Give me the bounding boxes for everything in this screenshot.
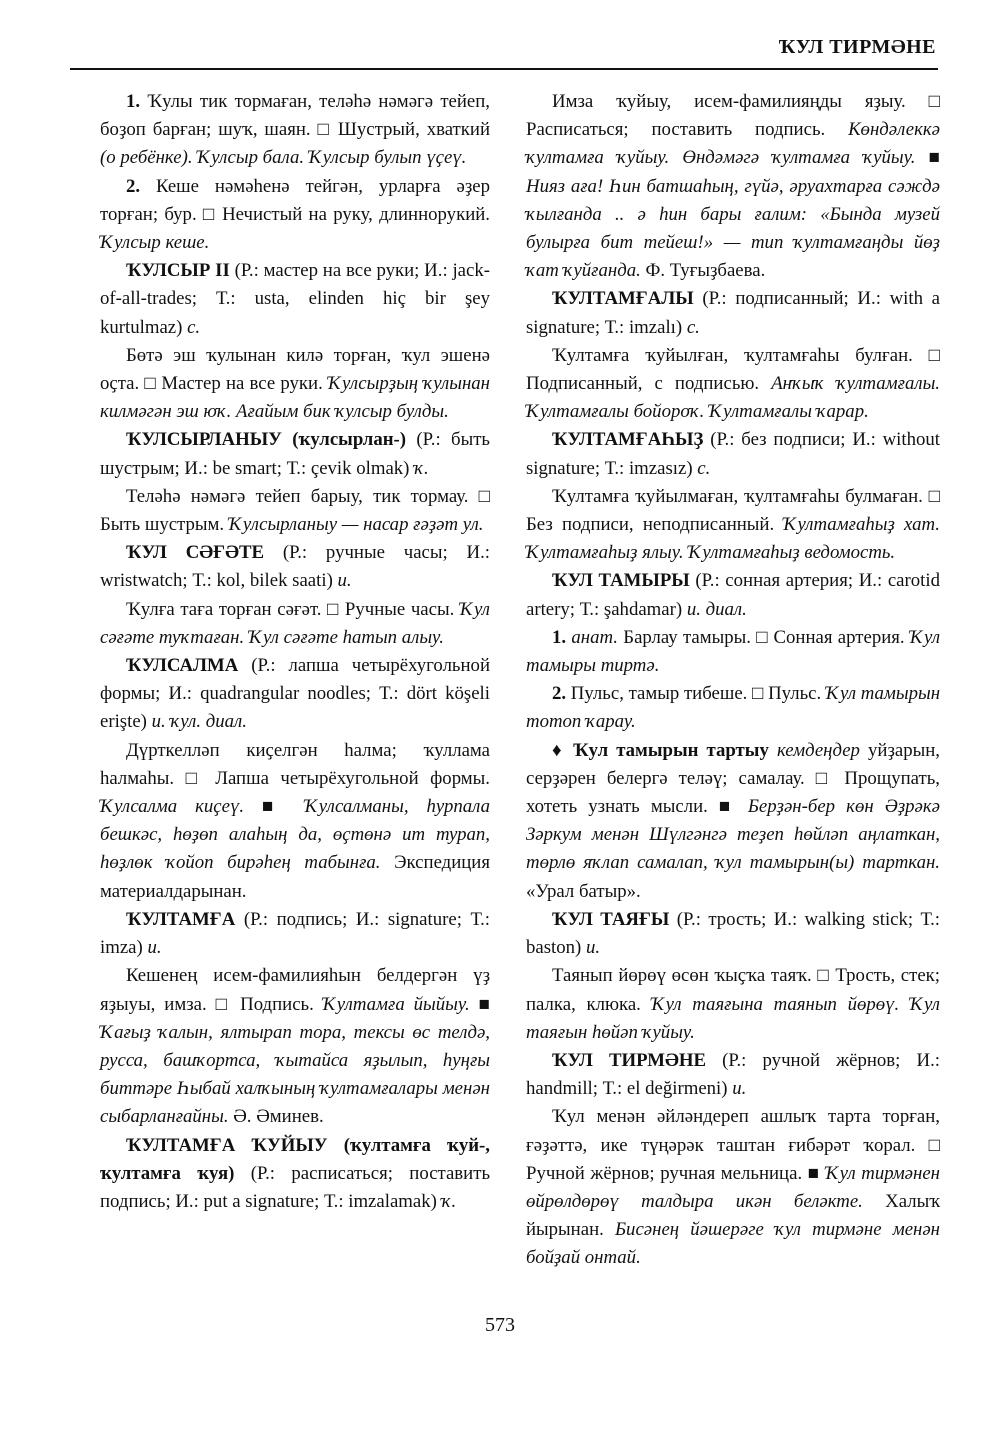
italic-text: Ҡағыҙ ҡалын, ялтырап тора, тексы өс телдә, русса, башҡортса, ҡытайса яҙылып, һуңғы биттәре Һыбай халҡының ҡултамғалары менән сыбарланғайны. [100, 1021, 490, 1128]
entry-paragraph [526, 680, 940, 736]
entry-paragraph [526, 567, 940, 623]
entry-text: Пульс, тамыр тибеше. □ Пульс. [570, 683, 826, 705]
italic-text: кемдеңдер [776, 739, 860, 761]
italic-text: Ҡулсырланыу — насар ғәҙәт ул. [228, 514, 484, 536]
entry-paragraph [100, 342, 490, 427]
entry-text: Ә. Әминев. [228, 1106, 324, 1128]
entry-paragraph [100, 737, 490, 906]
entry-paragraph [100, 88, 490, 173]
entry-text: (Р.: лапша четырёхугольной формы; И.: quadrangular noodles; Т.: dört köşeli erişte) [100, 655, 490, 733]
italic-text: Бисәнең йәшерәге ҡул тирмәне менән бойҙай онтай. [526, 1219, 940, 1269]
entry-text: (Р.: сонная артерия; И.: carotid artery; Т.: şahdamar) [526, 570, 940, 620]
entry-text: Дүрткелләп киҫелгән һалма; ҡуллама һалмаһы. □ Лапша четырёхугольной формы. [100, 739, 490, 789]
entry-paragraph [100, 652, 490, 737]
italic-text: Ҡул тамыры тиртә. [526, 626, 941, 677]
headword: ҠУЛ СӘҒӘТЕ [126, 542, 265, 564]
entry-text: (Р.: без подписи; И.: without signature; Т.: imzasız) [526, 429, 940, 479]
page-number: 573 [485, 1314, 515, 1336]
entry-text: Ф. Туғыҙбаева. [640, 260, 766, 282]
italic-text: и. диал. [686, 598, 747, 620]
headword: ҠУЛТАМҒА [126, 908, 236, 930]
italic-text: Көндәлеккә ҡултамға ҡуйыу. Өндәмәгә ҡултамға ҡуйыу. [526, 119, 940, 169]
entry-text: Кеше нәмәһенә тейгән, урларға әҙер торған; бур. □ Нечистый на руку, длиннорукий. [100, 175, 491, 225]
entry-paragraph [526, 483, 940, 568]
italic-text: с. [187, 316, 201, 338]
entry-text: (Р.: подписанный; И.: with a signature; Т.: imzalı) [526, 288, 940, 338]
entry-text: Теләһә нәмәгә тейеп барыу, тик тормау. □ Быть шустрым. [100, 485, 490, 536]
italic-text: с. [686, 316, 700, 338]
italic-text: Ҡулсырҙың ҡулынан килмәгән эш юҡ. Ағайым бик ҡулсыр булды. [100, 373, 490, 423]
italic-text: ҡ. [414, 457, 429, 479]
entry-paragraph [100, 596, 490, 652]
italic-text: Ҡул таяғына таянып йөрөү. Ҡул таяғын һөйәп ҡуйыу. [526, 993, 940, 1043]
entry-text: «Урал батыр». [526, 880, 641, 902]
italic-text: Нияз аға! Һин батшаһың, гүйә, әруахтарға сәждә ҡылғанда .. ә һин бары ғалим: «Бында музей булырға бит тейеш!» — тип ҡултамғаңды йөҙ ҡат ҡуйғанда. [526, 175, 940, 282]
headword: ҠУЛТАМҒАҺЫҘ [552, 429, 704, 451]
entry-text: (Р.: ручные часы; И.: wristwatch; Т.: kol, bilek saati) [100, 542, 491, 592]
italic-text: с. [697, 457, 711, 479]
entry-text: (Р.: быть шустрым; И.: be smart; Т.: çevik olmak) [100, 429, 490, 479]
italic-text: анат. [571, 626, 618, 648]
entry-paragraph [100, 483, 490, 539]
entry-paragraph [100, 426, 490, 482]
entry-paragraph [100, 257, 490, 342]
entry-text: Ҡултамға ҡуйылған, ҡултамғаһы булған. □ Подписанный, с подписью. [526, 344, 940, 395]
italic-text: ҡ. [441, 1190, 457, 1212]
entry-text: (Р.: мастер на все руки; И.: jack-of-all-trades; Т.: usta, elinden hiç bir şey kurtulmaz) [100, 260, 490, 338]
header-rule [70, 68, 938, 70]
italic-text: Ҡулсалма киҫеү. [100, 796, 245, 818]
headword: 2. [552, 683, 571, 705]
headword: ҠУЛ ТАМЫРЫ [552, 570, 690, 592]
headword: ҠУЛТАМҒА ҠУЙЫУ (ҡултамға ҡуй-, ҡултамға ҡуя) [100, 1134, 490, 1184]
entry-text: уйҙарын, серҙәрен белергә теләү; самалау. □ Прощупать, хотеть узнать мысли. ■ [526, 739, 940, 818]
entry-paragraph [100, 962, 490, 1131]
italic-text: Ҡулсыр кеше. [100, 232, 210, 254]
headword: 1. [126, 91, 148, 112]
entry-text: Ҡулға таға торған сәғәт. □ Ручные часы. [126, 598, 460, 620]
entry-text: Бөтә эш ҡулынан килә торған, ҡул эшенә оҫта. □ Мастер на все руки. [100, 344, 490, 395]
entry-text: ■ [244, 796, 305, 818]
entry-paragraph [526, 285, 940, 341]
headword: ҠУЛ ТАЯҒЫ [552, 908, 670, 930]
italic-text: Ҡултамға йыйыу. [322, 993, 470, 1015]
entry-text: Имза ҡуйыу, исем-фамилияңды яҙыу. □ Расписаться; поставить подпись. [526, 91, 940, 141]
italic-text: Анҡыҡ ҡултамғалы. Ҡултамғалы бойороҡ. Ҡултамғалы ҡарар. [526, 373, 940, 423]
running-head: ҠУЛ ТИРМӘНЕ [778, 36, 936, 58]
entry-text: Халыҡ йырынан. [526, 1190, 940, 1241]
italic-text: и. [732, 1078, 747, 1100]
entry-text: (Р.: ручной жёрнов; И.: handmill; Т.: el değirmeni) [526, 1049, 940, 1100]
entry-text: (Р.: подпись; И.: signature; Т.: imza) [100, 908, 490, 959]
headword: 2. [126, 175, 157, 197]
entry-text: Ҡул менән әйләндереп ашлыҡ тарта торған, ғәҙәттә, ике түңәрәк таштан ғибәрәт ҡорал. □ Ручной жёрнов; ручная мельница. ■ [526, 1106, 940, 1184]
headword: ҠУЛСЫРЛАНЫУ (ҡулсырлан-) [126, 429, 407, 451]
italic-text: Ҡул тирмәнен өйрөлдөрөү талдыра икән беләкте. [526, 1162, 940, 1212]
entry-paragraph [526, 962, 940, 1047]
entry-text: Таянып йөрөү өсөн ҡыҫҡа таяҡ. □ Трость, стек; палка, клюка. [526, 965, 940, 1015]
entry-paragraph [526, 342, 940, 427]
italic-text: и. ҡул. диал. [151, 711, 247, 733]
entry-text: Барлау тамыры. □ Сонная артерия. [617, 626, 910, 648]
entry-paragraph [526, 1047, 940, 1103]
entry-text: Кешенең исем-фамилияһын белдергән үҙ яҙыуы, имза. □ Подпись. [100, 965, 490, 1015]
italic-text: Берҙән-бер көн Әҙрәкә Зәркум менән Шүлгәнгә теҙеп һөйләп аңлаткан, төрлө яҡлап самалап, ҡул тамырын(ы) тарткан. [526, 796, 940, 874]
headword: ҠУЛСЫР II [126, 260, 230, 282]
entry-text: (Р.: трость; И.: walking stick; Т.: baston) [526, 908, 940, 959]
headword: Ҡул тамырын тартыу [573, 739, 769, 761]
italic-text: и. [586, 937, 601, 959]
italic-text: и. [337, 570, 352, 592]
entry-text: Ҡулы тик тормаған, теләһә нәмәгә тейеп, боҙоп барған; шуҡ, шаян. □ Шустрый, хваткий [100, 91, 491, 141]
italic-text: Ҡултамғаһыҙ хат. Ҡултамғаһыҙ ялыу. Ҡултамғаһыҙ ведомость. [526, 514, 940, 564]
entry-text: (Р.: расписаться; поставить подпись; И.: put a signature; Т.: imzalamak) [100, 1162, 491, 1212]
headword: ҠУЛТАМҒАЛЫ [552, 288, 694, 310]
entry-paragraph [526, 906, 940, 962]
right-column [526, 88, 940, 1273]
italic-text: Ҡул сәғәте туҡтаған. Ҡул сәғәте һатып алыу. [100, 598, 490, 648]
entry-paragraph [100, 173, 490, 258]
entry-paragraph [526, 88, 940, 285]
entry-paragraph [526, 624, 940, 680]
entry-text: Ҡултамға ҡуйылмаған, ҡултамғаһы булмаған. □ Без подписи, неподписанный. [526, 485, 940, 536]
entry-text: ■ [469, 993, 490, 1015]
entry-paragraph [526, 1103, 940, 1272]
entry-text: ■ [915, 147, 940, 169]
left-column [100, 88, 490, 1216]
italic-text: Ҡулсалманы, һурпала бешкәс, һөҙөп алаһың да, өҫтөнә ит турап, һөҙлөк ҡойоп бирәһең табынға. [100, 796, 490, 874]
entry-paragraph [526, 737, 940, 906]
entry-text: ♦ [552, 739, 574, 761]
entry-text: Экспедиция материалдарынан. [100, 852, 490, 902]
headword: 1. [552, 626, 572, 648]
italic-text: Ҡул тамырын тотоп ҡарау. [526, 683, 941, 733]
headword: ҠУЛСАЛМА [126, 655, 239, 677]
italic-text: (о ребёнке). Ҡулсыр бала. Ҡулсыр булып үҫеү. [100, 147, 467, 169]
headword: ҠУЛ ТИРМӘНЕ [552, 1049, 706, 1071]
entry-paragraph [100, 1132, 490, 1217]
entry-paragraph [100, 539, 490, 595]
entry-paragraph [526, 426, 940, 482]
entry-paragraph [100, 906, 490, 962]
entry-text [769, 740, 777, 761]
italic-text: и. [147, 937, 162, 959]
